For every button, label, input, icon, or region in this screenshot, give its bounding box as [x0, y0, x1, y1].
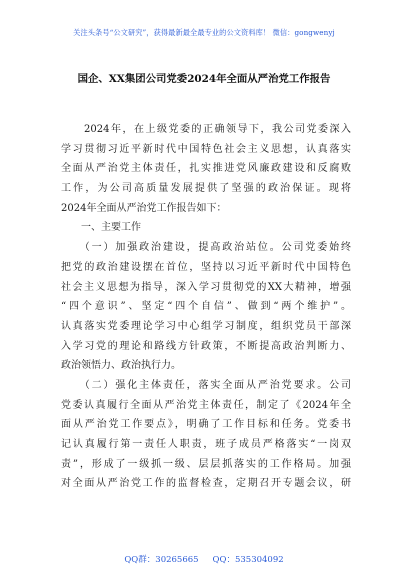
body-line: 记认真履行第一责任人职责，班子成员严格落实“一岗双 — [61, 439, 351, 450]
document-body — [61, 120, 351, 494]
footer-contact — [0, 553, 408, 565]
body-line: 对全面从严治党工作的监督检查，定期召开专题会议，研 — [61, 478, 351, 490]
body-line: 入学习党的理论和路线方针政策，不断提高政治判断力、 — [61, 340, 351, 352]
qq-group-number: QQ群：30265665 — [124, 555, 199, 565]
body-line: 全面从严治党主体责任，扎实推进党风廉政建设和反腐败 — [61, 163, 351, 175]
body-line: 政治领悟力、政治执行力。 — [61, 360, 181, 372]
body-line: 社会主义思想为指导，深入学习贯彻党的XX大精神，增强 — [61, 281, 351, 293]
body-line: 责”，形成了一级抓一级、层层抓落实的工作格局。加强 — [61, 458, 351, 470]
body-line: （二）强化主体责任，落实全面从严治党要求。公司 — [61, 379, 351, 391]
body-line: 学习贯彻习近平新时代中国特色社会主义思想，认真落实 — [61, 143, 351, 155]
body-line: 把党的政治建设摆在首位，坚持以习近平新时代中国特色 — [61, 261, 351, 273]
body-line: 2024年，在上级党委的正确领导下，我公司党委深入 — [61, 124, 351, 135]
document-title: 国企、XX集团公司党委2024年全面从严治党工作报告 — [77, 73, 331, 85]
body-line: 2024年全面从严治党工作报告如下： — [61, 202, 227, 214]
body-line: 面从严治党工作要点》，明确了工作目标和任务。党委书 — [61, 419, 351, 431]
header-banner: 关注头条号“公文研究”，获得最新最全最专业的公文资料库！ 微信：gongwenyj — [73, 28, 335, 37]
qq-number: QQ：535304092 — [212, 555, 284, 565]
body-line: “四个意识”、坚定“四个自信”、做到“两个维护”。 — [61, 301, 351, 313]
body-line: 认真落实党委理论学习中心组学习制度，组织党员干部深 — [61, 320, 351, 332]
body-line: 党委认真履行全面从严治党主体责任，制定了《2024年全 — [61, 399, 351, 411]
body-line: （一）加强政治建设，提高政治站位。公司党委始终 — [61, 242, 351, 254]
body-line: 工作，为公司高质量发展提供了坚强的政治保证。现将 — [61, 183, 351, 195]
section-heading: 一、主要工作 — [61, 222, 141, 234]
